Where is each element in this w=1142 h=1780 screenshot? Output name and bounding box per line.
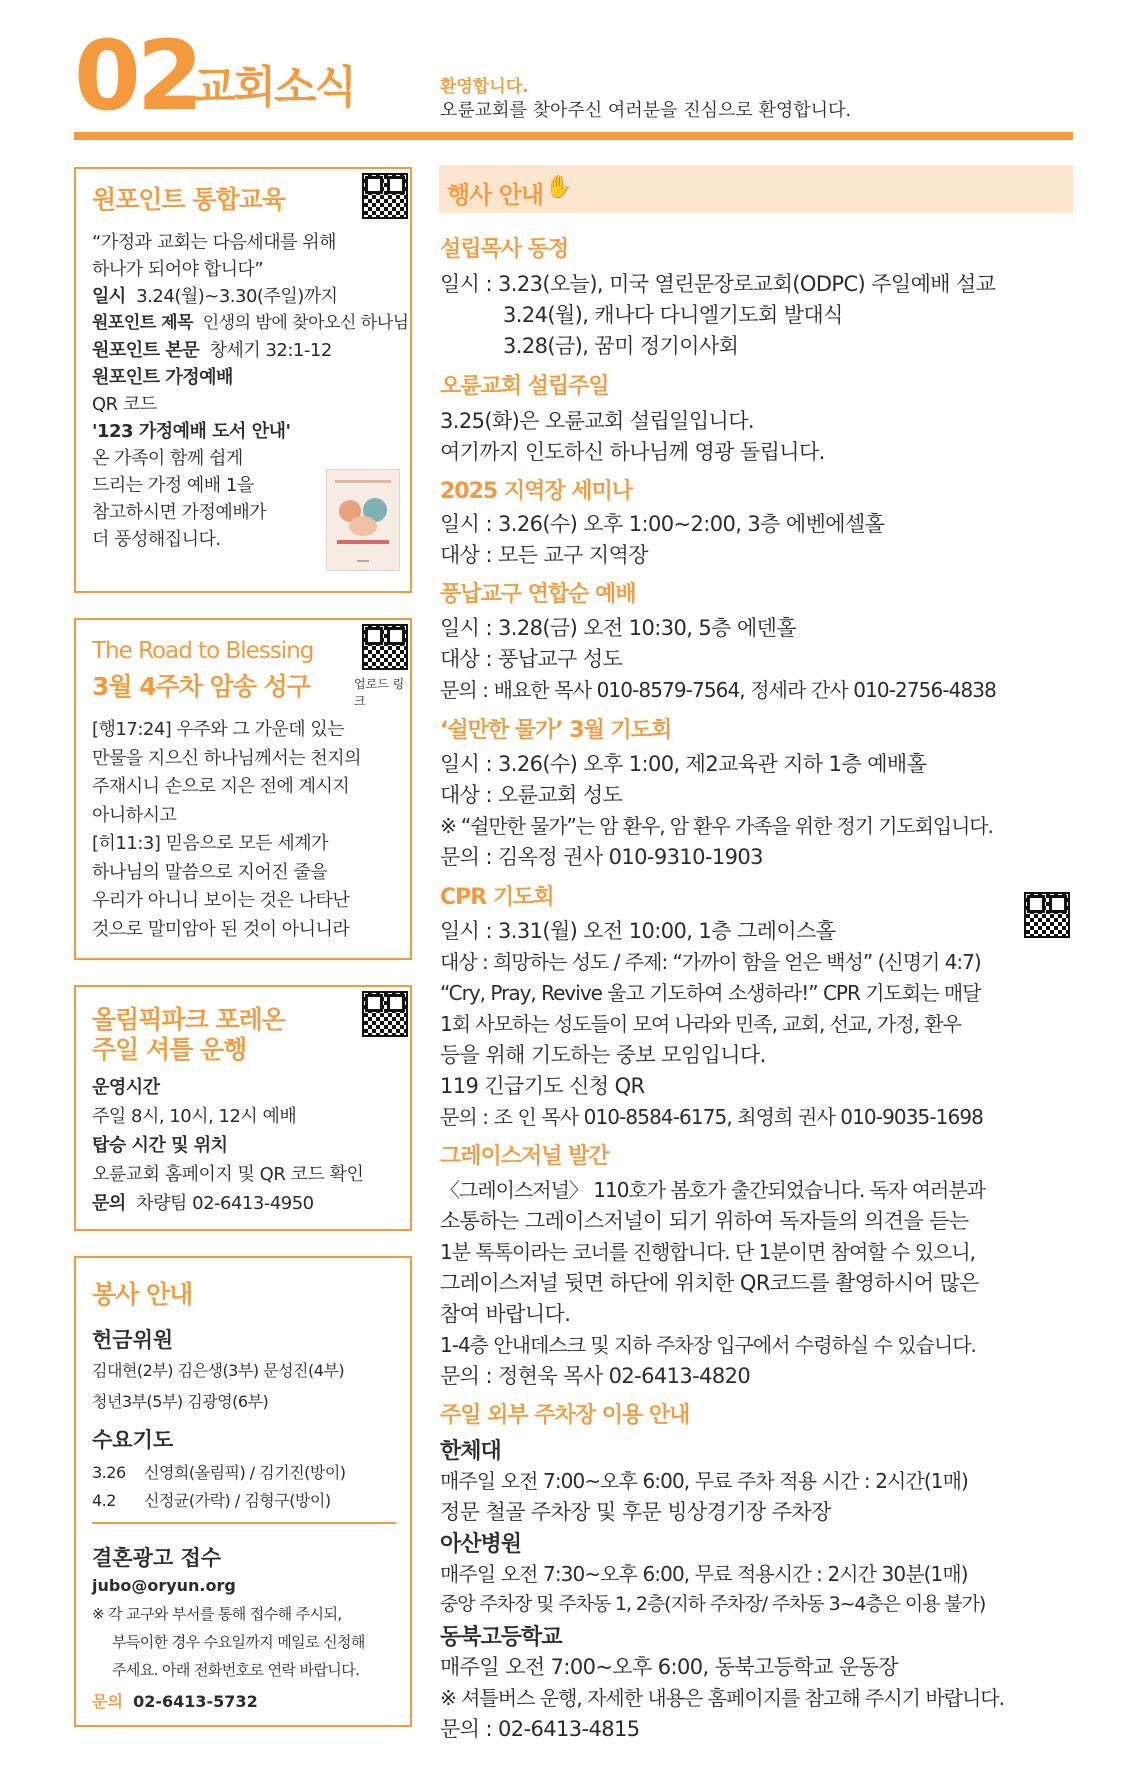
parking-name: 아산병원: [440, 1532, 522, 1557]
wedding-label: 결혼광고 접수: [92, 1546, 222, 1570]
event-line: 대상 : 모든 교구 지역장: [440, 543, 648, 567]
verse-line: [히11:3] 믿음으로 모든 세계가: [92, 833, 329, 854]
onepoint-date: 일시 3.24(월)~3.30(주일)까지: [92, 286, 338, 307]
wedding-note: ※ 각 교구와 부서를 통해 접수해 주시되,: [92, 1605, 342, 1623]
onepoint-theme: 원포인트 제목 인생의 밤에 찾아오신 하나님: [92, 313, 409, 333]
event-line: 119 긴급기도 신청 QR: [440, 1074, 645, 1098]
event-title: CPR 기도회: [440, 885, 554, 910]
event-line: 일시 : 3.23(오늘), 미국 열린문장로교회(ODPC) 주일예배 설교: [440, 272, 996, 296]
event-line: “Cry, Pray, Revive 울고 기도하여 소생하라!” CPR 기도회는 매달: [440, 981, 981, 1005]
event-line: 문의 : 조 인 목사 010-8584-6175, 최영희 권사 010-9035-1698: [440, 1105, 983, 1129]
section-title: 교회소식: [193, 62, 356, 113]
event-line: 문의 : 배요한 목사 010-8579-7564, 정세라 간사 010-2756-4838: [440, 678, 996, 702]
hand-icon: ✋: [545, 175, 573, 200]
qr-code-icon[interactable]: [362, 173, 408, 219]
memory-verse-box: [74, 618, 412, 960]
verse-line: 만물을 지으신 하나님께서는 천지의: [92, 747, 361, 769]
verse-line: 아니하시고: [92, 804, 177, 826]
welcome-text: 오륜교회를 찾아주신 여러분을 진심으로 환영합니다.: [440, 100, 852, 121]
onepoint-worship-label: 원포인트 가정예배: [92, 367, 233, 388]
shuttle-subtitle: 주일 셔틀 운행: [92, 1035, 247, 1064]
onepoint-quote-line: 하나가 되어야 합니다”: [92, 259, 264, 280]
offering-line: 청년3부(5부) 김광영(6부): [92, 1392, 269, 1411]
shuttle-title: 올림픽파크 포레온: [92, 1005, 285, 1034]
onepoint-qr-label: QR 코드: [92, 394, 157, 415]
memory-title-en: The Road to Blessing: [92, 638, 314, 664]
prayer-row: 4.2 신정균(가락) / 김형구(방이): [92, 1491, 331, 1510]
event-line: 일시 : 3.31(월) 오전 10:00, 1층 그레이스홀: [440, 919, 836, 943]
verse-line: 하나님의 말씀으로 지어진 줄을: [92, 861, 328, 883]
section-number: 02: [74, 20, 200, 132]
event-line: 일시 : 3.26(수) 오후 1:00~2:00, 3층 에벤에셀홀: [440, 512, 885, 536]
event-title: ‘쉴만한 물가’ 3월 기도회: [440, 718, 672, 743]
parking-name: 동북고등학교: [440, 1625, 562, 1650]
event-line: 문의 : 정현욱 목사 02-6413-4820: [440, 1364, 751, 1388]
onepoint-quote-line: “가정과 교회는 다음세대를 위해: [92, 232, 337, 253]
event-line: 1분 톡톡이라는 코너를 진행합니다. 단 1분이면 참여할 수 있으니,: [440, 1240, 976, 1264]
qr-code-icon[interactable]: [362, 624, 408, 670]
parking-line: 정문 철골 주차장 및 후문 빙상경기장 주차장: [440, 1500, 831, 1524]
wedding-email[interactable]: jubo@oryun.org: [92, 1576, 236, 1595]
service-title: 봉사 안내: [92, 1280, 193, 1309]
event-line: 여기까지 인도하신 하나님께 영광 돌립니다.: [440, 440, 825, 464]
offering-line: 김대현(2부) 김은생(3부) 문성진(4부): [92, 1361, 345, 1380]
event-line: 소통하는 그레이스저널이 되기 위하여 독자들의 의견을 듣는: [440, 1209, 969, 1233]
wedding-note: 부득이한 경우 수요일까지 메일로 신청해: [112, 1633, 365, 1651]
shuttle-place-value: 오륜교회 홈페이지 및 QR 코드 확인: [92, 1164, 364, 1185]
event-line: 문의 : 김옥정 권사 010-9310-1903: [440, 845, 763, 869]
prayer-row: 3.26 신영희(올림픽) / 김기진(방이): [92, 1463, 346, 1482]
verse-line: [행17:24] 우주와 그 가운데 있는: [92, 719, 345, 740]
event-title: 설립목사 동정: [440, 237, 569, 262]
event-title: 오륜교회 설립주일: [440, 374, 609, 399]
parking-line: 매주일 오전 7:30~오후 6:00, 무료 적용시간 : 2시간 30분(1매): [440, 1562, 968, 1586]
service-divider: [92, 1522, 396, 1524]
header-divider: [74, 132, 1073, 140]
event-line: 대상 : 오륜교회 성도: [440, 783, 623, 807]
wedding-note: 주세요. 아래 전화번호로 연락 바랍니다.: [112, 1661, 360, 1679]
parking-line: ※ 셔틀버스 운행, 자세한 내용은 홈페이지를 참고해 주시기 바랍니다.: [440, 1686, 1004, 1710]
event-title: 주일 외부 주차장 이용 안내: [440, 1403, 690, 1428]
shuttle-place-label: 탑승 시간 및 위치: [92, 1135, 228, 1156]
shuttle-hours-value: 주일 8시, 10시, 12시 예배: [92, 1106, 297, 1127]
qr-code-icon[interactable]: [1024, 892, 1070, 938]
event-line: 1회 사모하는 성도들이 모여 나라와 민족, 교회, 선교, 가정, 환우: [440, 1012, 962, 1036]
event-line: 3.28(금), 꿈미 정기이사회: [503, 334, 739, 358]
book-desc-line: 온 가족이 함께 쉽게: [92, 448, 243, 469]
prayer-label: 수요기도: [92, 1428, 174, 1452]
memory-title-ko: 3월 4주차 암송 성구: [92, 672, 310, 701]
qr-code-icon[interactable]: [362, 991, 408, 1037]
shuttle-contact: 문의 차량팀 02-6413-4950: [92, 1193, 314, 1214]
qr-caption: 업로드 링크: [354, 677, 405, 708]
verse-line: 주재시니 손으로 지은 전에 계시지: [92, 776, 350, 797]
book-desc-line: 드리는 가정 예배 1을: [92, 475, 254, 496]
parking-line: 매주일 오전 7:00~오후 6:00, 무료 주차 적용 시간 : 2시간(1매): [440, 1469, 968, 1493]
event-line: ※ “쉴만한 물가”는 암 환우, 암 환우 가족을 위한 정기 기도회입니다.: [440, 814, 993, 838]
book-guide-title: '123 가정예배 도서 안내': [92, 421, 291, 442]
onepoint-text: 원포인트 본문 창세기 32:1-12: [92, 340, 332, 361]
event-title: 풍납교구 연합순 예배: [440, 582, 636, 607]
event-line: 그레이스저널 뒷면 하단에 위치한 QR코드를 촬영하시어 많은: [440, 1271, 979, 1295]
event-line: 일시 : 3.28(금) 오전 10:30, 5층 에덴홀: [440, 616, 796, 640]
shuttle-box: [74, 985, 412, 1231]
event-line: 대상 : 풍납교구 성도: [440, 647, 623, 671]
parking-name: 한체대: [440, 1439, 501, 1464]
event-line: 대상 : 희망하는 성도 / 주제: “가까이 함을 얻은 백성” (신명기 4:7): [440, 950, 981, 974]
book-cover-image: [326, 469, 400, 571]
event-line: 3.24(월), 캐나다 다니엘기도회 발대식: [503, 303, 843, 327]
wedding-contact: 문의 02-6413-5732: [92, 1692, 258, 1711]
events-header-label: 행사 안내: [447, 181, 544, 209]
book-desc-line: 참고하시면 가정예배가: [92, 502, 267, 523]
event-line: 1-4층 안내데스크 및 지하 주차장 입구에서 수령하실 수 있습니다.: [440, 1333, 976, 1357]
onepoint-title: 원포인트 통합교육: [92, 185, 285, 214]
shuttle-hours-label: 운영시간: [92, 1077, 160, 1098]
event-line: 등을 위해 기도하는 중보 모임입니다.: [440, 1043, 766, 1067]
verse-line: 것으로 말미암아 된 것이 아니니라: [92, 918, 350, 940]
event-line: 일시 : 3.26(수) 오후 1:00, 제2교육관 지하 1층 예배홀: [440, 752, 927, 776]
welcome-title: 환영합니다.: [440, 77, 529, 97]
parking-line: 문의 : 02-6413-4815: [440, 1717, 640, 1741]
event-line: 3.25(화)은 오륜교회 설립일입니다.: [440, 409, 755, 433]
event-title: 2025 지역장 세미나: [440, 479, 633, 504]
book-desc-line: 더 풍성해집니다.: [92, 529, 221, 550]
parking-line: 매주일 오전 7:00~오후 6:00, 동북고등학교 운동장: [440, 1655, 898, 1679]
verse-line: 우리가 아니니 보이는 것은 나타난: [92, 890, 350, 911]
shuttle-body: [92, 1073, 412, 1218]
memory-verse-text: [92, 716, 412, 944]
parking-line: 중앙 주차장 및 주차동 1, 2층(지하 주차장/ 주차동 3~4층은 이용 불가): [440, 1593, 986, 1615]
event-line: 〈그레이스저널〉 110호가 봄호가 출간되었습니다. 독자 여러분과: [440, 1178, 985, 1202]
offering-label: 헌금위원: [92, 1328, 174, 1352]
events-header: [439, 165, 1073, 213]
service-box: [74, 1256, 412, 1727]
event-line: 참여 바랍니다.: [440, 1302, 571, 1326]
event-title: 그레이스저널 발간: [440, 1144, 609, 1169]
